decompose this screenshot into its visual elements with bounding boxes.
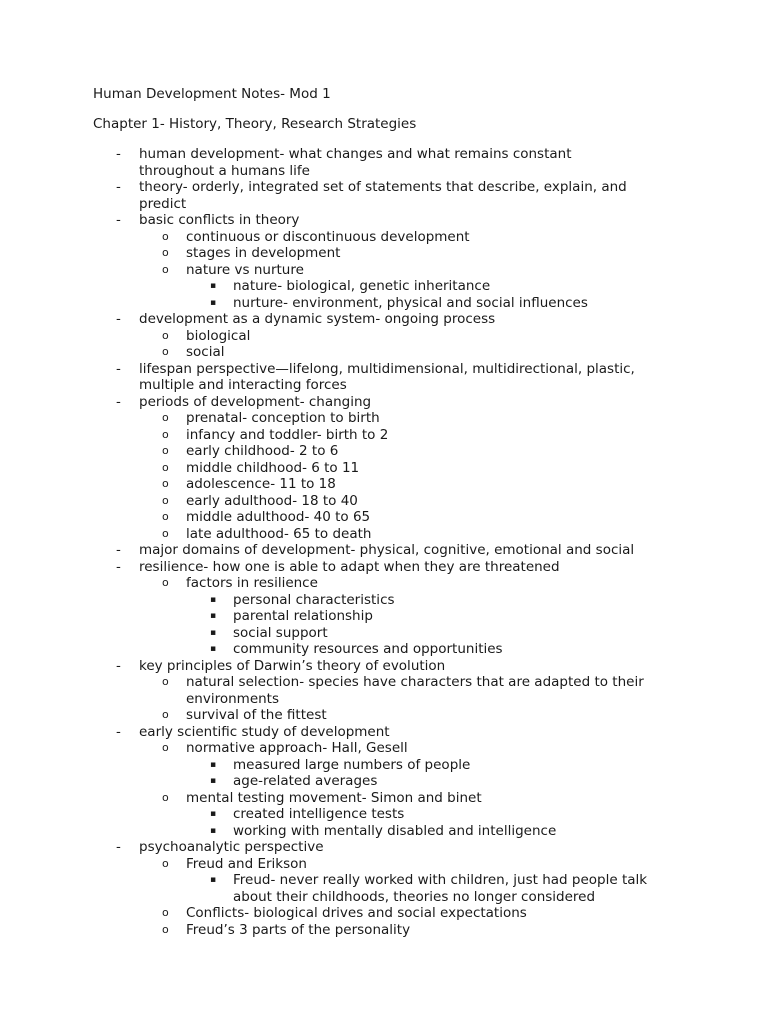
outline-line-level-3 [0, 295, 768, 312]
notes-outline [0, 146, 768, 938]
outline-text: working with mentally disabled and intelligence [233, 822, 557, 839]
circle-bullet-icon: o [162, 345, 169, 358]
outline-text: community resources and opportunities [233, 641, 503, 657]
outline-text: continuous or discontinuous development [186, 228, 470, 245]
outline-line-level-3 [0, 592, 768, 609]
square-bullet-icon: ▪ [210, 825, 217, 836]
outline-text: social [186, 344, 225, 360]
circle-bullet-icon: o [162, 922, 169, 936]
outline-line-level-2 [0, 691, 768, 708]
outline-line-level-2 [0, 262, 768, 279]
outline-line-level-1 [0, 361, 768, 378]
outline-line-level-2 [0, 922, 768, 939]
outline-line-level-2 [0, 427, 768, 444]
dash-bullet-icon: - [116, 558, 121, 575]
outline-text: Conflicts- biological drives and social expectations [186, 905, 527, 921]
outline-line-level-2 [0, 493, 768, 510]
square-bullet-icon: ▪ [210, 281, 217, 291]
outline-line-level-3 [0, 278, 768, 295]
outline-line-level-2 [0, 856, 768, 873]
outline-text: basic conflicts in theory [139, 212, 300, 228]
square-bullet-icon: ▪ [210, 809, 217, 819]
outline-line-level-1 [0, 196, 768, 213]
outline-line-level-1 [0, 377, 768, 394]
outline-text: early adulthood- 18 to 40 [186, 492, 358, 509]
outline-text: human development- what changes and what remains constant [139, 146, 572, 162]
outline-line-level-2 [0, 790, 768, 807]
outline-text: Freud- never really worked with children, just had people talk [233, 872, 648, 888]
outline-text: theory- orderly, integrated set of statements that describe, explain, and [139, 179, 627, 195]
circle-bullet-icon: o [162, 708, 169, 721]
outline-text: normative approach- Hall, Gesell [186, 740, 408, 756]
dash-bullet-icon: - [116, 542, 121, 558]
outline-text: factors in resilience [186, 575, 318, 591]
outline-line-level-1 [0, 658, 768, 675]
dash-bullet-icon: - [116, 393, 121, 410]
circle-bullet-icon: o [162, 526, 169, 540]
outline-text: nature vs nurture [186, 261, 304, 278]
outline-text: middle adulthood- 40 to 65 [186, 509, 371, 525]
outline-text: about their childhoods, theories no longer considered [233, 888, 596, 905]
outline-text: lifespan perspective—lifelong, multidimensional, multidirectional, plastic, [139, 360, 635, 377]
circle-bullet-icon: o [162, 477, 169, 490]
dash-bullet-icon: - [116, 179, 121, 195]
outline-text: parental relationship [233, 608, 373, 624]
outline-line-level-1 [0, 394, 768, 411]
outline-text: measured large numbers of people [233, 756, 471, 773]
circle-bullet-icon: o [162, 262, 169, 276]
outline-text: periods of development- changing [139, 393, 372, 410]
outline-line-level-2 [0, 245, 768, 262]
circle-bullet-icon: o [162, 906, 169, 919]
outline-text: early childhood- 2 to 6 [186, 443, 339, 459]
outline-text: nurture- environment, physical and social influences [233, 294, 588, 311]
outline-line-level-2 [0, 344, 768, 361]
outline-line-level-3 [0, 757, 768, 774]
outline-text: stages in development [186, 245, 341, 261]
circle-bullet-icon: o [162, 460, 169, 474]
outline-text: environments [186, 690, 280, 707]
outline-line-level-1 [0, 559, 768, 576]
outline-text: predict [139, 195, 187, 212]
outline-text: multiple and interacting forces [139, 377, 347, 393]
square-bullet-icon: ▪ [210, 594, 217, 605]
outline-line-level-3 [0, 773, 768, 790]
outline-text: social support [233, 624, 328, 641]
circle-bullet-icon: o [162, 790, 169, 804]
dash-bullet-icon: - [116, 146, 121, 162]
outline-line-level-1 [0, 212, 768, 229]
circle-bullet-icon: o [162, 675, 169, 688]
circle-bullet-icon: o [162, 411, 169, 424]
outline-line-level-3 [0, 608, 768, 625]
outline-line-level-3 [0, 641, 768, 658]
square-bullet-icon: ▪ [210, 297, 217, 308]
circle-bullet-icon: o [162, 576, 169, 589]
square-bullet-icon: ▪ [210, 776, 217, 786]
circle-bullet-icon: o [162, 229, 169, 243]
outline-text: personal characteristics [233, 591, 395, 608]
outline-text: mental testing movement- Simon and binet [186, 789, 482, 806]
circle-bullet-icon: o [162, 444, 169, 457]
outline-line-level-1 [0, 839, 768, 856]
outline-text: prenatal- conception to birth [186, 410, 380, 426]
circle-bullet-icon: o [162, 510, 169, 523]
outline-text: infancy and toddler- birth to 2 [186, 426, 389, 443]
dash-bullet-icon: - [116, 212, 121, 228]
outline-text: major domains of development- physical, cognitive, emotional and social [139, 542, 635, 558]
outline-text: biological [186, 327, 251, 344]
outline-line-level-2 [0, 443, 768, 460]
circle-bullet-icon: o [162, 856, 169, 870]
outline-text: nature- biological, genetic inheritance [233, 278, 491, 294]
outline-line-level-3 [0, 872, 768, 889]
square-bullet-icon: ▪ [210, 627, 217, 638]
outline-line-level-3 [0, 889, 768, 906]
outline-text: natural selection- species have characters that are adapted to their [186, 674, 644, 690]
outline-line-level-2 [0, 328, 768, 345]
dash-bullet-icon: - [116, 839, 121, 855]
circle-bullet-icon: o [162, 493, 169, 507]
outline-line-level-2 [0, 575, 768, 592]
outline-line-level-2 [0, 740, 768, 757]
outline-line-level-3 [0, 806, 768, 823]
circle-bullet-icon: o [162, 246, 169, 259]
outline-line-level-2 [0, 674, 768, 691]
outline-line-level-2 [0, 476, 768, 493]
outline-line-level-3 [0, 625, 768, 642]
square-bullet-icon: ▪ [210, 759, 217, 770]
outline-text: survival of the fittest [186, 707, 327, 723]
dash-bullet-icon: - [116, 311, 121, 327]
outline-line-level-1 [0, 542, 768, 559]
outline-line-level-2 [0, 460, 768, 477]
outline-line-level-1 [0, 146, 768, 163]
outline-line-level-1 [0, 163, 768, 180]
outline-text: middle childhood- 6 to 11 [186, 459, 360, 476]
circle-bullet-icon: o [162, 328, 169, 342]
square-bullet-icon: ▪ [210, 611, 217, 621]
outline-text: psychoanalytic perspective [139, 839, 324, 855]
outline-text: age-related averages [233, 773, 378, 789]
dash-bullet-icon: - [116, 723, 121, 740]
outline-text: early scientific study of development [139, 723, 390, 740]
outline-line-level-2 [0, 509, 768, 526]
outline-text: adolescence- 11 to 18 [186, 476, 336, 492]
square-bullet-icon: ▪ [210, 875, 217, 885]
chapter-heading: Chapter 1- History, Theory, Research Strategies [93, 116, 417, 132]
outline-line-level-2 [0, 229, 768, 246]
outline-line-level-2 [0, 905, 768, 922]
outline-text: key principles of Darwin’s theory of evolution [139, 657, 446, 674]
outline-text: resilience- how one is able to adapt when they are threatened [139, 558, 560, 575]
outline-line-level-2 [0, 410, 768, 427]
outline-line-level-2 [0, 707, 768, 724]
outline-line-level-1 [0, 724, 768, 741]
outline-line-level-1 [0, 179, 768, 196]
circle-bullet-icon: o [162, 741, 169, 754]
outline-line-level-3 [0, 823, 768, 840]
outline-text: throughout a humans life [139, 162, 310, 179]
outline-text: created intelligence tests [233, 806, 405, 822]
dash-bullet-icon: - [116, 657, 121, 674]
outline-text: late adulthood- 65 to death [186, 525, 372, 542]
outline-text: development as a dynamic system- ongoing process [139, 311, 496, 327]
outline-line-level-1 [0, 311, 768, 328]
outline-line-level-2 [0, 526, 768, 543]
outline-text: Freud and Erikson [186, 855, 307, 872]
document-title: Human Development Notes- Mod 1 [93, 86, 331, 102]
outline-text: Freud’s 3 parts of the personality [186, 921, 411, 938]
square-bullet-icon: ▪ [210, 644, 217, 654]
dash-bullet-icon: - [116, 360, 121, 377]
circle-bullet-icon: o [162, 427, 169, 441]
